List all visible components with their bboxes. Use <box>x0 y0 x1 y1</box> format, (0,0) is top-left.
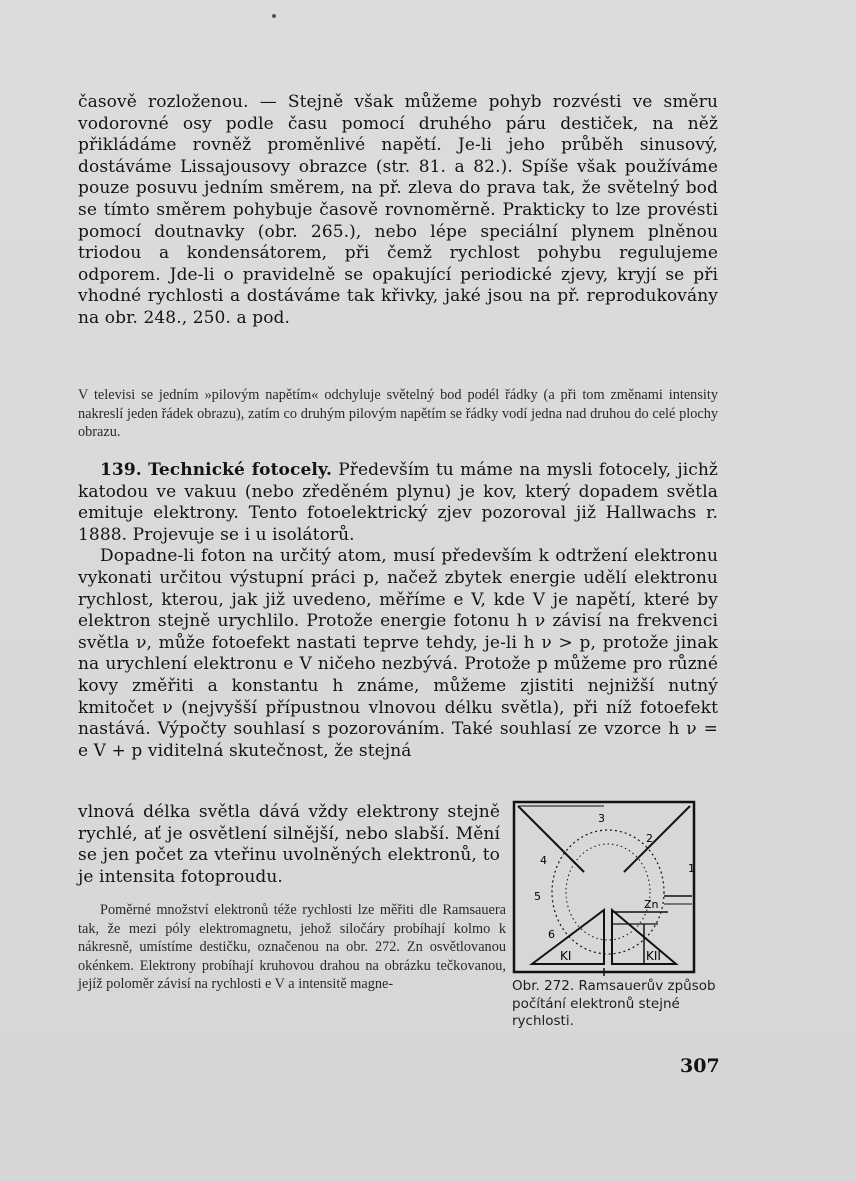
label-6: 6 <box>548 928 555 941</box>
small-print-note-2: Poměrné množství elektronů téže rychlosti lze měřiti dle Ramsauera tak, že mezi póly elektromagnetu, jehož siločáry probíhají kolmo k nákresně, umístíme destičku, označenou na obr. 272. Zn osvětlovanou okénkem. Elektrony probíhají kruhovou drahou na obrázku tečkovanou, jejíž poloměr závisí na rychlosti e V a intensitě magne- <box>78 902 506 992</box>
label-kii: KII <box>646 949 661 963</box>
section-title: Technické fotocely. <box>148 460 332 480</box>
section-number: 139. <box>100 460 142 480</box>
paragraph-top: časově rozloženou. — Stejně však můžeme pohyb rozvésti ve směru vodorovné osy podle času pomocí druhého páru destiček, na něž přikládáme rovněž proměnlivé napětí. Je-li jeho průběh sinusový, dostáváme Lissajousovy obrazce (str. 81. a 82.). Spíše však používáme pouze posuvu jedním směrem, na př. zleva do prava tak, že světelný bod se tímto směrem pohybuje časově rovnoměrně. Prakticky to lze provésti pomocí doutnavky (obr. 265.), nebo lépe speciální plynem plněnou triodou a kondensátorem, při čemž rychlost pohybu regulujeme odporem. Jde-li o pravidelně se opakující periodické zjevy, kryjí se při vhodné rychlosti a dostáváme tak křivky, jaké jsou na př. reprodukovány na obr. 248., 250. a pod. <box>78 92 718 328</box>
label-3: 3 <box>598 812 605 825</box>
section-139 <box>78 460 718 762</box>
label-2: 2 <box>646 832 653 845</box>
label-ki: KI <box>560 949 572 963</box>
wrapped-paragraph: vlnová délka světla dává vždy elektrony stejně rychlé, ať je osvětlení silnější, nebo slabší. Mění se jen počet za vteřinu uvolněných elektronů, to je intensita fotoproudu. <box>78 802 500 887</box>
figure-line <box>624 806 690 872</box>
section-paragraph-a: Především tu máme na mysli fotocely, jichž katodou ve vakuu (nebo zředěném plynu) je kov, který dopadem světla emituje elektrony. Tento fotoelektrický zjev pozoroval již Hallwachs r. 1888. Projevuje se i u isolátorů. <box>78 460 718 545</box>
section-paragraph-b: Dopadne-li foton na určitý atom, musí především k odtržení elektronu vykonati určitou výstupní práci p, načež zbytek energie udělí elektronu rychlost, kterou, jak již uvedeno, měříme e V, kde V je napětí, které by elektron stejně urychlilo. Protože energie fotonu h ν závisí na frekvenci světla ν, může fotoefekt nastati teprve tehdy, je-li h ν > p, protože jinak na urychlení elektronu e V ničeho nezbývá. Protože p můžeme pro různé kovy změřiti a konstantu h známe, můžeme zjistiti nejnižší nutný kmitočet ν (nejvyšší přípustnou vlnovou délku světla), při níž fotoefekt nastává. Výpočty souhlasí s pozorováním. Také souhlasí ze vzorce h ν = e V + p viditelná skutečnost, že stejná <box>78 546 718 761</box>
label-5: 5 <box>534 890 541 903</box>
ramsauer-diagram <box>512 800 696 978</box>
figure-line <box>518 806 584 872</box>
print-mark <box>272 14 276 18</box>
figure-caption: Obr. 272. Ramsauerův způsob počítání elektronů stejné rychlosti. <box>512 978 716 1029</box>
page-number: 307 <box>680 1055 720 1077</box>
section-first-paragraph <box>78 460 718 546</box>
label-zn: Zn <box>644 898 659 911</box>
small-print-note: V televisi se jedním »pilovým napětím« odchyluje světelný bod podél řádky (a při tom změnami intensity nakreslí jeden řádek obrazu), zatím co druhým pilovým napětím se řádky vodí jedna nad druhou do celé plochy obrazu. <box>78 387 718 441</box>
label-1: 1 <box>688 862 695 875</box>
label-4: 4 <box>540 854 547 867</box>
